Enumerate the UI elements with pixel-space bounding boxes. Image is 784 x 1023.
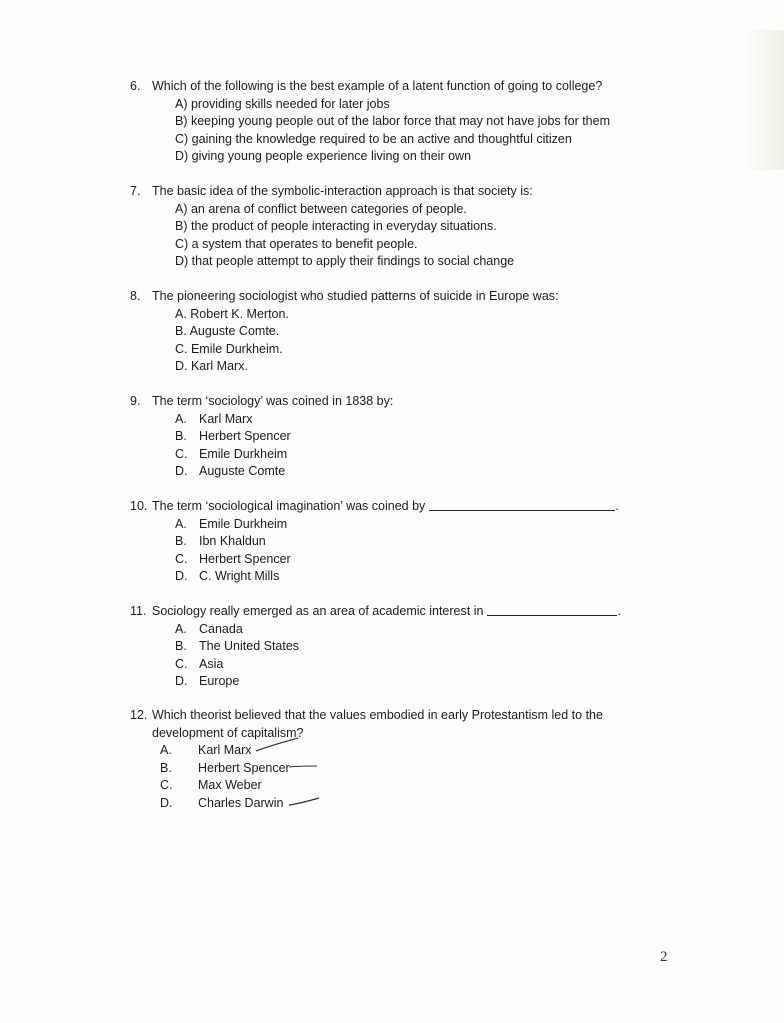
answer-option-b[interactable]	[175, 638, 621, 656]
answer-option-a[interactable]	[175, 96, 610, 114]
option-letter: B.	[175, 639, 187, 653]
answer-option-c[interactable]	[175, 551, 619, 569]
option-letter: A.	[175, 516, 187, 531]
option-text: Canada	[199, 621, 243, 636]
answer-option-d[interactable]	[175, 358, 559, 376]
stem-period: .	[615, 499, 619, 513]
option-letter: D.	[160, 795, 173, 810]
pen-strike-karl-marx	[254, 736, 304, 756]
question-number: 7.	[130, 184, 141, 198]
option-text: Emile Durkheim	[199, 516, 288, 531]
option-letter: B.	[175, 534, 187, 548]
question-10	[130, 498, 619, 586]
question-number: 9.	[130, 394, 141, 408]
answer-option-b[interactable]	[175, 533, 619, 551]
option-text: Karl Marx	[199, 411, 253, 426]
answer-option-a[interactable]	[175, 621, 621, 639]
option-text: A) providing skills needed for later jobs	[175, 96, 390, 111]
option-text: Herbert Spencer	[199, 551, 291, 566]
option-text: Europe	[199, 674, 240, 688]
option-letter: D.	[175, 569, 188, 583]
fill-in-blank[interactable]	[487, 603, 617, 616]
answer-option-d[interactable]	[175, 673, 621, 691]
option-text: Max Weber	[198, 778, 262, 792]
option-letter: B.	[175, 429, 187, 443]
option-text: A) an arena of conflict between categories of people.	[175, 201, 467, 216]
answer-option-d[interactable]	[175, 568, 619, 586]
question-text: The basic idea of the symbolic-interaction approach is that society is:	[152, 184, 533, 198]
option-text: C. Wright Mills	[199, 569, 280, 583]
option-letter: C.	[160, 778, 173, 792]
question-text: Which of the following is the best example of a latent function of going to college?	[152, 79, 603, 93]
question-text: The term ‘sociological imagination’ was coined by	[152, 499, 426, 513]
answer-option-b[interactable]	[175, 428, 393, 446]
option-letter: A.	[160, 743, 172, 757]
answer-option-c[interactable]	[175, 341, 559, 359]
answer-option-a[interactable]	[175, 411, 393, 429]
answer-option-c[interactable]	[175, 236, 533, 254]
question-9	[130, 393, 393, 481]
option-text: Emile Durkheim	[199, 446, 288, 461]
question-stem	[130, 498, 619, 516]
question-stem	[130, 183, 533, 201]
question-stem	[130, 707, 603, 725]
question-11	[130, 603, 621, 691]
question-number: 8.	[130, 289, 141, 303]
option-text: A. Robert K. Merton.	[175, 306, 289, 321]
option-letter: C.	[175, 446, 188, 461]
question-stem	[130, 393, 393, 411]
question-text: Sociology really emerged as an area of academic interest in	[152, 604, 484, 618]
answer-option-b[interactable]	[175, 113, 610, 131]
answer-option-a[interactable]	[160, 742, 603, 760]
option-letter: D.	[175, 464, 188, 478]
stem-period: .	[617, 604, 621, 618]
answer-option-c[interactable]	[175, 656, 621, 674]
option-text: D) giving young people experience living on their own	[175, 149, 472, 163]
option-text: B. Auguste Comte.	[175, 324, 280, 338]
answer-option-d[interactable]	[175, 463, 393, 481]
answer-option-b[interactable]	[175, 218, 533, 236]
question-number: 6.	[130, 79, 141, 93]
answer-option-a[interactable]	[175, 306, 559, 324]
pen-strike-charles-darwin	[288, 796, 322, 810]
scan-edge-shading	[744, 30, 784, 170]
option-letter: A.	[175, 411, 187, 426]
option-letter: B.	[160, 760, 172, 775]
fill-in-blank[interactable]	[429, 498, 615, 511]
question-7	[130, 183, 533, 271]
option-text: Auguste Comte	[199, 464, 286, 478]
question-stem	[130, 288, 559, 306]
answer-option-d[interactable]	[175, 148, 610, 166]
answer-option-d[interactable]	[175, 253, 533, 271]
option-text: C) gaining the knowledge required to be an active and thoughtful citizen	[175, 131, 572, 146]
answer-option-a[interactable]	[175, 516, 619, 534]
option-text: D. Karl Marx.	[175, 359, 248, 373]
option-text: Herbert Spencer	[198, 760, 290, 775]
question-stem	[130, 603, 621, 621]
answer-option-b[interactable]	[175, 323, 559, 341]
question-text: The term ‘sociology’ was coined in 1838 by:	[152, 394, 394, 408]
option-text: C) a system that operates to benefit people.	[175, 236, 418, 251]
option-text: B) keeping young people out of the labor force that may not have jobs for them	[175, 114, 610, 128]
option-text: The United States	[199, 639, 300, 653]
option-letter: A.	[175, 621, 187, 636]
question-stem	[130, 78, 610, 96]
option-text: Charles Darwin	[198, 795, 284, 810]
answer-option-b[interactable]	[160, 760, 603, 778]
pen-strike-herbert-spencer	[288, 762, 320, 772]
question-number: 11.	[130, 604, 147, 618]
option-text: Karl Marx	[198, 743, 252, 757]
answer-option-d[interactable]	[160, 795, 603, 813]
answer-option-a[interactable]	[175, 201, 533, 219]
option-text: Ibn Khaldun	[199, 534, 266, 548]
question-12	[130, 707, 603, 812]
answer-option-c[interactable]	[175, 446, 393, 464]
question-text: Which theorist believed that the values embodied in early Protestantism led to the	[152, 708, 603, 722]
question-text: The pioneering sociologist who studied patterns of suicide in Europe was:	[152, 289, 559, 303]
question-number: 10.	[130, 499, 148, 513]
page-number: 2	[660, 949, 668, 965]
answer-option-c[interactable]	[160, 777, 603, 795]
question-text-continued: development of capitalism?	[152, 725, 304, 740]
option-letter: C.	[175, 656, 188, 671]
question-number: 12.	[130, 708, 148, 722]
option-text: D) that people attempt to apply their findings to social change	[175, 254, 515, 268]
option-text: Asia	[199, 656, 224, 671]
option-text: C. Emile Durkheim.	[175, 341, 283, 356]
option-letter: C.	[175, 551, 188, 566]
option-letter: D.	[175, 674, 188, 688]
option-text: Herbert Spencer	[199, 429, 291, 443]
question-6	[130, 78, 610, 166]
answer-option-c[interactable]	[175, 131, 610, 149]
question-8	[130, 288, 559, 376]
option-text: B) the product of people interacting in everyday situations.	[175, 219, 497, 233]
